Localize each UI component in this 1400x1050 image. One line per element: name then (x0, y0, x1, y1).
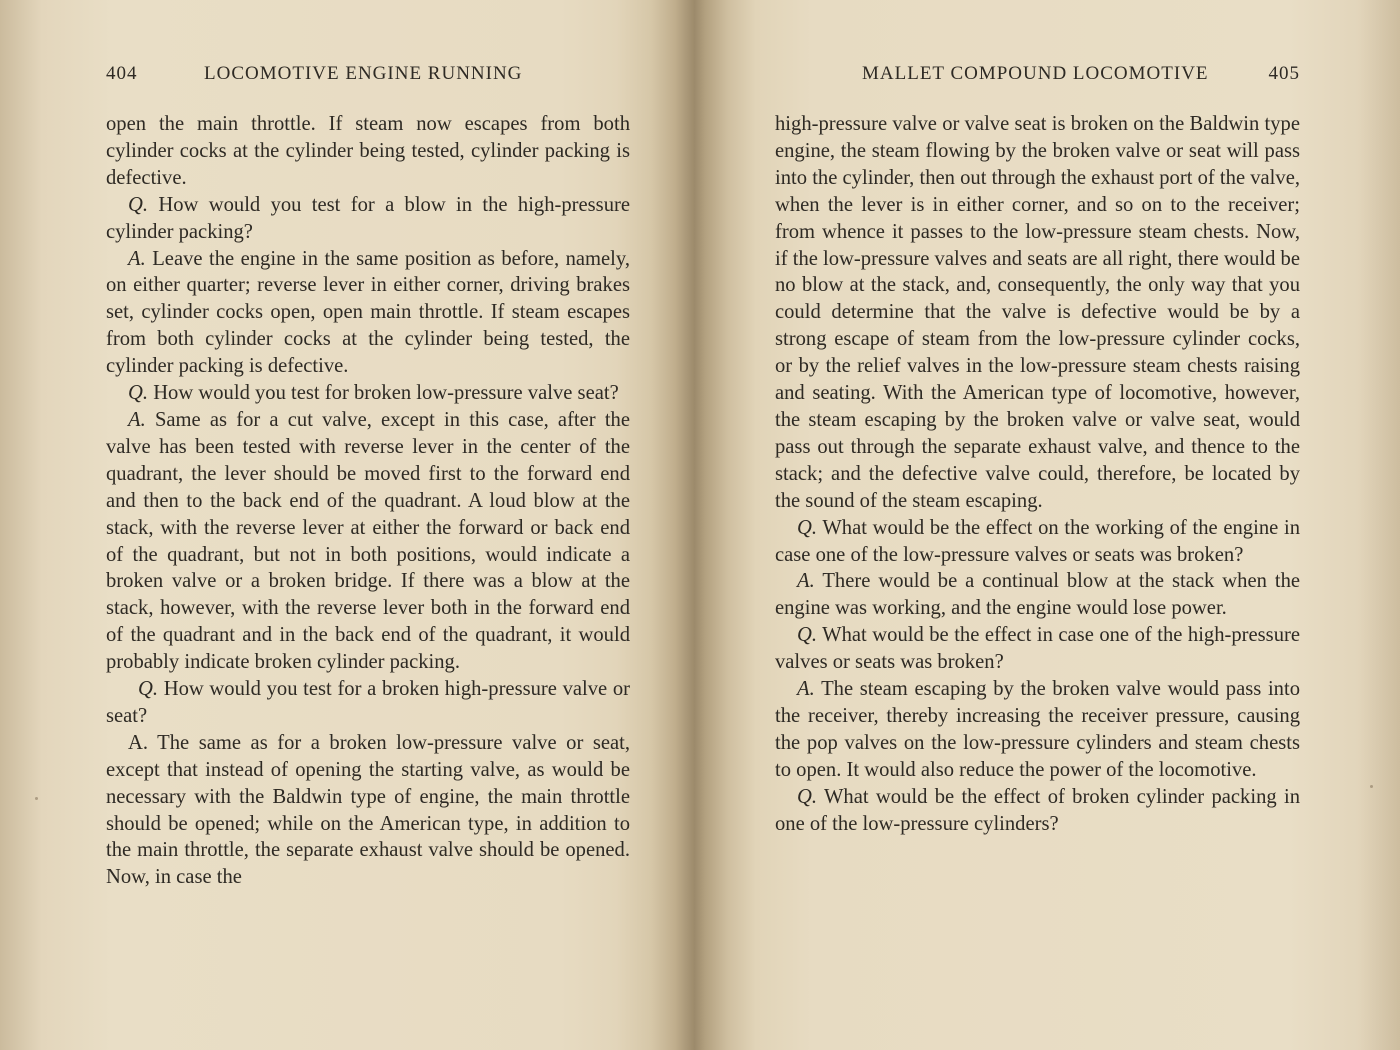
question-label: Q. (128, 382, 149, 405)
answer-label: A. (128, 408, 146, 431)
answer-paragraph (775, 568, 1300, 622)
question-paragraph (106, 380, 630, 407)
question-label: Q. (797, 785, 818, 808)
answer-label: A. (797, 570, 815, 593)
paragraph-text: How would you test for broken low-pressure valve seat? (153, 382, 619, 405)
left-page-number: 404 (106, 63, 138, 84)
paragraph-text: What would be the effect of broken cylinder packing in one of the low-pressure cylinders? (775, 785, 1300, 835)
question-label: Q. (797, 516, 818, 539)
right-running-header (775, 63, 1300, 87)
paragraph-text: What would be the effect in case one of the high-pressure valves or seats was broken? (775, 624, 1300, 674)
paragraph (775, 111, 1300, 515)
paragraph-text: open the main throttle. If steam now escapes from both cylinder cocks at the cylinder being tested, cylinder packing is defective. (106, 113, 630, 189)
left-running-header (106, 63, 630, 87)
left-running-head: LOCOMOTIVE ENGINE RUNNING (204, 63, 523, 84)
paper-speck (1370, 785, 1373, 788)
paragraph-text: How would you test for a blow in the high-pressure cylinder packing? (106, 193, 630, 243)
paragraph-text: How would you test for a broken high-pressure valve or seat? (106, 678, 631, 727)
answer-paragraph (106, 246, 630, 381)
right-body-text (775, 111, 1300, 837)
right-page (700, 0, 1400, 1050)
answer-paragraph (775, 676, 1300, 784)
paragraph-text: What would be the effect on the working of the engine in case one of the low-pressure valves or seats was broken? (775, 516, 1300, 566)
question-paragraph (775, 784, 1300, 838)
answer-paragraph (106, 730, 630, 891)
answer-paragraph (106, 407, 630, 676)
paragraph (106, 111, 630, 192)
answer-label: A. (797, 678, 815, 701)
question-label: Q. (797, 624, 818, 647)
right-running-head: MALLET COMPOUND LOCOMOTIVE (862, 63, 1209, 84)
question-paragraph (775, 515, 1300, 569)
paragraph-text: Same as for a cut valve, except in this case, after the valve has been tested with reverse lever in the center of the quadrant, the lever should be moved first to the forward end and then to the back end of the quadrant. A loud blow at the stack, with the reverse lever at either the forward or back end of the quadrant, but not in both positions, would indicate a broken valve or a broken bridge. If there was a blow at the stack, however, with the reverse lever both in the forward end of the quadrant and in the back end of the quadrant, it would probably indicate broken cylinder packing. (106, 408, 630, 674)
left-body-text (106, 111, 630, 891)
question-label: Q. (138, 678, 159, 701)
paragraph-text: A. The same as for a broken low-pressure valve or seat, except that instead of opening the starting valve, as would be necessary with the Baldwin type of engine, the main throttle should be opened; while on the American type, in addition to the main throttle, the separate exhaust valve should be opened. Now, in case the (106, 731, 630, 889)
right-page-number: 405 (1268, 63, 1300, 84)
question-paragraph (106, 676, 630, 730)
paper-speck (35, 797, 38, 800)
question-label: Q. (128, 193, 149, 216)
paragraph-text: The steam escaping by the broken valve would pass into the receiver, thereby increasing the receiver pressure, causing the pop valves on the low-pressure cylinders and steam chests to open. It would also reduce the power of the locomotive. (775, 678, 1300, 781)
paragraph-text: Leave the engine in the same position as before, namely, on either quarter; reverse lever in either corner, driving brakes set, cylinder cocks open, open main throttle. If steam escapes from both cylinder cocks at the cylinder being tested, the cylinder packing is defective. (106, 247, 630, 378)
paragraph-text: high-pressure valve or valve seat is broken on the Baldwin type engine, the steam flowing by the broken valve or seat will pass into the cylinder, then out through the exhaust port of the valve, when the lever is in either corner, and so on to the receiver; from whence it passes to the low-pressure steam chests. Now, if the low-pressure valves and seats are all right, there would be no blow at the stack, and, consequently, the only way that you could determine that the valve is defective would be by a strong escape of steam from the low-pressure cylinder cocks, or by the relief valves in the low-pressure steam chests raising and seating. With the American type of locomotive, however, the steam escaping by the broken valve or valve seat, would pass out through the separate exhaust valve, and thence to the stack; and the defective valve could, therefore, be located by the sound of the steam escaping. (775, 113, 1300, 512)
answer-label: A. (128, 247, 146, 270)
question-paragraph (775, 622, 1300, 676)
paragraph-text: There would be a continual blow at the stack when the engine was working, and the engine would lose power. (775, 570, 1301, 620)
question-paragraph (106, 192, 630, 246)
